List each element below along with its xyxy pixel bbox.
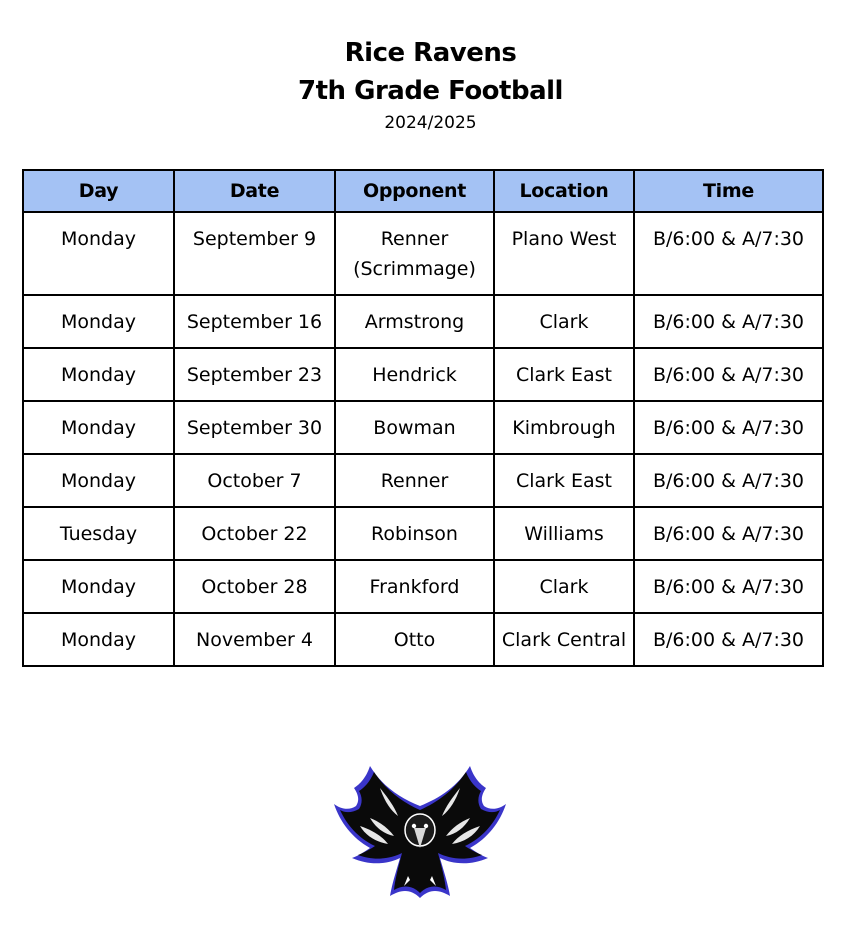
cell-location: Clark: [494, 295, 634, 348]
cell-opponent: Renner (Scrimmage): [335, 212, 494, 295]
cell-date: September 23: [174, 348, 335, 401]
cell-opponent: Robinson: [335, 507, 494, 560]
column-header-location: Location: [494, 170, 634, 212]
cell-opponent: Armstrong: [335, 295, 494, 348]
column-header-day: Day: [23, 170, 174, 212]
cell-date: October 7: [174, 454, 335, 507]
cell-location: Clark Central: [494, 613, 634, 666]
cell-location: Kimbrough: [494, 401, 634, 454]
column-header-time: Time: [634, 170, 823, 212]
cell-date: October 28: [174, 560, 335, 613]
school-title: Rice Ravens: [344, 38, 517, 68]
cell-opponent: Renner: [335, 454, 494, 507]
cell-time: B/6:00 & A/7:30: [634, 348, 823, 401]
table-row: [23, 401, 823, 454]
cell-day: Monday: [23, 454, 174, 507]
cell-time: B/6:00 & A/7:30: [634, 507, 823, 560]
cell-location: Clark East: [494, 454, 634, 507]
cell-date: September 9: [174, 212, 335, 295]
table-row: [23, 560, 823, 613]
cell-date: November 4: [174, 613, 335, 666]
document-header: [0, 34, 861, 136]
cell-opponent: Frankford: [335, 560, 494, 613]
cell-date: October 22: [174, 507, 335, 560]
cell-day: Monday: [23, 212, 174, 295]
cell-date: September 30: [174, 401, 335, 454]
cell-time: B/6:00 & A/7:30: [634, 560, 823, 613]
cell-time: B/6:00 & A/7:30: [634, 613, 823, 666]
table-row: [23, 613, 823, 666]
cell-opponent: Bowman: [335, 401, 494, 454]
raven-logo-icon: [330, 748, 510, 908]
column-header-opponent: Opponent: [335, 170, 494, 212]
cell-time: B/6:00 & A/7:30: [634, 401, 823, 454]
cell-opponent: Hendrick: [335, 348, 494, 401]
table-row: [23, 348, 823, 401]
schedule-table: [22, 169, 824, 667]
cell-time: B/6:00 & A/7:30: [634, 212, 823, 295]
table-row: [23, 507, 823, 560]
cell-location: Williams: [494, 507, 634, 560]
cell-date: September 16: [174, 295, 335, 348]
cell-day: Monday: [23, 560, 174, 613]
cell-location: Clark East: [494, 348, 634, 401]
table-row: [23, 212, 823, 295]
cell-location: Plano West: [494, 212, 634, 295]
column-header-date: Date: [174, 170, 335, 212]
table-header-row: [23, 170, 823, 212]
cell-day: Monday: [23, 401, 174, 454]
table-row: [23, 454, 823, 507]
cell-time: B/6:00 & A/7:30: [634, 454, 823, 507]
cell-location: Clark: [494, 560, 634, 613]
cell-day: Tuesday: [23, 507, 174, 560]
cell-day: Monday: [23, 295, 174, 348]
team-title: 7th Grade Football: [298, 76, 563, 106]
cell-time: B/6:00 & A/7:30: [634, 295, 823, 348]
table-row: [23, 295, 823, 348]
cell-opponent: Otto: [335, 613, 494, 666]
season-label: 2024/2025: [384, 113, 477, 133]
cell-day: Monday: [23, 613, 174, 666]
cell-day: Monday: [23, 348, 174, 401]
